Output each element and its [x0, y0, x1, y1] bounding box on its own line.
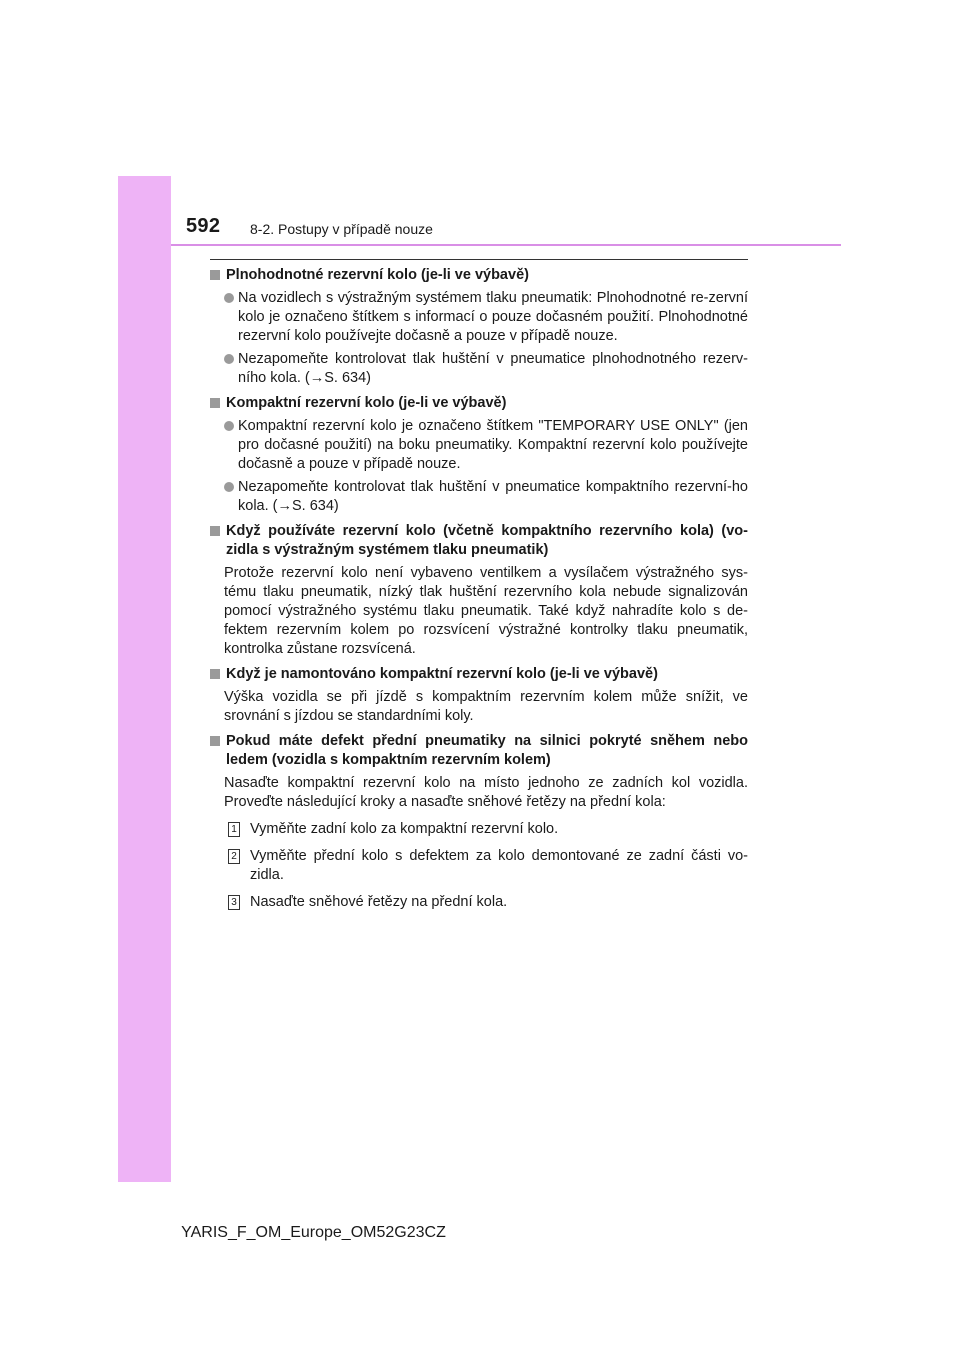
side-color-strip	[118, 176, 171, 1182]
circle-bullet-icon	[224, 293, 234, 303]
page-number: 592	[186, 215, 221, 237]
square-bullet-icon	[210, 669, 220, 679]
circle-bullet-icon	[224, 482, 234, 492]
body-paragraph: Nasaďte kompaktní rezervní kolo na místo jednoho ze zadních kol vozidla. Proveďte následující kroky a nasaďte sněhové řetězy na přední kola:	[224, 775, 748, 810]
content-top-rule	[210, 259, 748, 260]
section-heading: Kompaktní rezervní kolo (je-li ve výbavě)	[210, 394, 748, 413]
step-item: 1 Vyměňte zadní kolo za kompaktní rezervní kolo.	[210, 820, 748, 839]
body-paragraph: Výška vozidla se při jízdě s kompaktním rezervním kolem může snížit, ve srovnání s jízdou se standardními koly.	[224, 689, 748, 724]
section-heading: Pokud máte defekt přední pneumatiky na silnici pokryté sněhem nebo ledem (vozidla s kompaktním rezervním kolem)	[210, 732, 748, 770]
body-paragraph: Protože rezervní kolo není vybaveno ventilkem a vysílačem výstražného sys-tému tlaku pneumatik, nízký tlak huštění rezervního kola nebude signalizován pomocí výstražného systému tlaku pneumatik. Také když nahradíte kolo s de-fektem rezervním kolem po rozsvícení výstražné kontrolky tlaku pneumatik, kontrolka zůstane rozsvícená.	[224, 565, 748, 657]
header-rule	[171, 244, 841, 246]
document-code-footer: YARIS_F_OM_Europe_OM52G23CZ	[181, 1224, 446, 1241]
bullet-item: Na vozidlech s výstražným systémem tlaku pneumatik: Plnohodnotné re-zervní kolo je označeno štítkem s informací o pouze dočasném použití. Plnohodnotné rezervní kolo používejte dočasně a pouze v případě nouze.	[210, 289, 748, 346]
page-content	[210, 266, 748, 912]
bullet-item: Kompaktní rezervní kolo je označeno štítkem "TEMPORARY USE ONLY" (jen pro dočasné použití) na boku pneumatiky. Kompaktní rezervní kolo používejte dočasně a pouze v případě nouze.	[210, 417, 748, 474]
square-bullet-icon	[210, 736, 220, 746]
bullet-item: Nezapomeňte kontrolovat tlak huštění v pneumatice kompaktního rezervní-ho kola. (→S. 634)	[210, 478, 748, 516]
section-title: 8-2. Postupy v případě nouze	[250, 221, 433, 237]
circle-bullet-icon	[224, 421, 234, 431]
square-bullet-icon	[210, 526, 220, 536]
step-number-box: 1	[228, 822, 240, 837]
step-number-box: 2	[228, 849, 240, 864]
section-heading: Plnohodnotné rezervní kolo (je-li ve výbavě)	[210, 266, 748, 285]
step-item: 3 Nasaďte sněhové řetězy na přední kola.	[210, 893, 748, 912]
step-item: 2 Vyměňte přední kolo s defektem za kolo demontované ze zadní části vo-zidla.	[210, 847, 748, 885]
section-heading: Když je namontováno kompaktní rezervní kolo (je-li ve výbavě)	[210, 665, 748, 684]
step-number-box: 3	[228, 895, 240, 910]
section-heading: Když používáte rezervní kolo (včetně kompaktního rezervního kola) (vo-zidla s výstražným systémem tlaku pneumatik)	[210, 522, 748, 560]
bullet-item: Nezapomeňte kontrolovat tlak huštění v pneumatice plnohodnotného rezerv-ního kola. (→S. 634)	[210, 350, 748, 388]
square-bullet-icon	[210, 398, 220, 408]
square-bullet-icon	[210, 270, 220, 280]
circle-bullet-icon	[224, 354, 234, 364]
